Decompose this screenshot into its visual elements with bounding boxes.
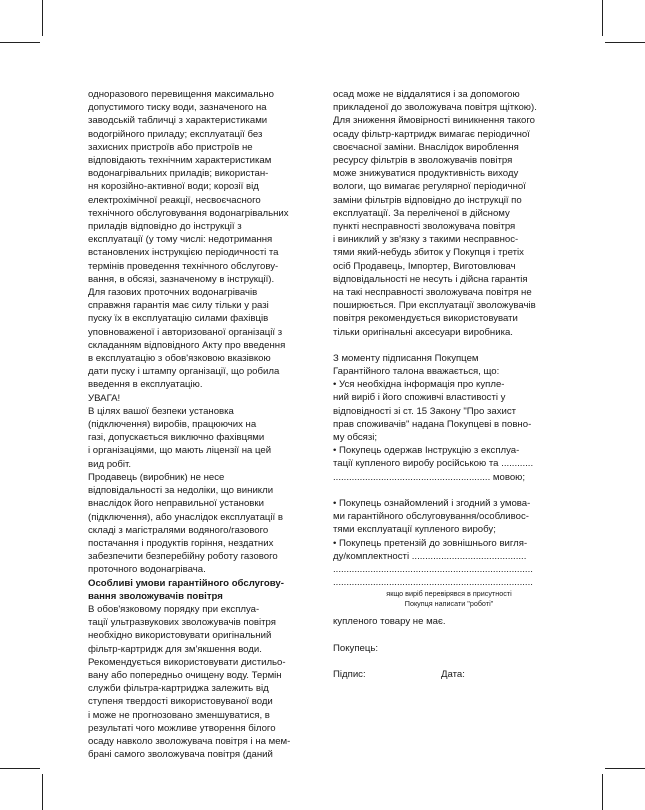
spacer xyxy=(333,629,565,642)
text-line: складі з магістралями водяного/газового xyxy=(88,524,269,536)
text-line: В обов'язковому порядку при експлуа- xyxy=(88,603,260,615)
text-line: вання, в обсязі, зазначеному в інструкції). xyxy=(88,273,275,285)
heading-line: Особливі умови гарантійного обслугову- xyxy=(88,577,284,589)
filter-paragraph xyxy=(333,88,565,339)
text-line: прикладеної до зволожувача повітря щіткою). xyxy=(333,102,537,114)
text-line: В цілях вашої безпеки установка xyxy=(88,405,234,417)
section-heading xyxy=(88,577,318,603)
text-line: забезпечити безперебійну роботу газового xyxy=(88,551,278,563)
text-line: електрохімічної реакції, несвоєчасного xyxy=(88,194,261,206)
crop-mark-top-left-h xyxy=(0,42,40,43)
no-claims-text: купленого товару не має. xyxy=(333,616,446,628)
list-line: відповідності зі ст. 15 Закону "Про захист xyxy=(333,405,517,417)
text-line: заміни фільтрів відповідно до інструкції по xyxy=(333,194,522,206)
text-line: заводській табличці з характеристиками xyxy=(88,115,268,127)
crop-mark-bottom-left-v xyxy=(42,774,43,810)
text-line: водогрійного приладу; експлуатації без xyxy=(88,128,263,140)
list-line: тями експлуатації купленого виробу; xyxy=(333,524,496,536)
list-line: • Покупець претензій до зовнішнього вигля- xyxy=(333,537,528,549)
text-line: поширюється. При експлуатації зволожувачів xyxy=(333,300,536,312)
list-line: му обсязі; xyxy=(333,432,378,444)
text-line: приладів відповідно до інструкції з xyxy=(88,221,242,233)
text-line: осаду навколо зволожувача повітря і на мем- xyxy=(88,735,291,747)
text-line: вид робіт. xyxy=(88,458,132,470)
fill-in-line: ........................................................................... xyxy=(333,563,533,575)
list-line: тації купленого виробу російською та ............ xyxy=(333,458,534,470)
text-line: в експлуатацію з обов'язковою вказівкою xyxy=(88,353,271,365)
text-line: Для зниження ймовірності виникнення такого xyxy=(333,115,535,127)
text-line: Для газових проточних водонагрівачів xyxy=(88,287,258,299)
text-line: допустимого тиску води, зазначеного на xyxy=(88,102,267,114)
text-line: і може не прогнозовано зменшуватися, в xyxy=(88,709,270,721)
spacer xyxy=(333,484,565,497)
crop-mark-top-right-h xyxy=(605,42,645,43)
signature-row xyxy=(333,668,565,681)
text-line: фільтр-картридж для зм'якшення води. xyxy=(88,643,262,655)
text-line: встановлених інструкцією періодичності та xyxy=(88,247,279,259)
text-line: осаду фільтр-картридж вимагає періодичної xyxy=(333,128,530,140)
crop-mark-top-left-v xyxy=(42,0,43,36)
attention-title: УВАГА! xyxy=(88,392,121,404)
fill-in-line: ........................................................... мовою; xyxy=(333,471,526,483)
text-line: осіб Продавець, Імпортер, Виготовлювач xyxy=(333,260,516,272)
text-line: тільки оригінальні аксесуари виробника. xyxy=(333,326,513,338)
text-line: тями який-небудь збиток у Покупця і третіх xyxy=(333,247,524,259)
gas-heater-paragraph xyxy=(88,286,318,392)
text-line: (підключення) виробів, працюючих на xyxy=(88,419,257,431)
text-line: вологи, що вимагає регулярної періодичної xyxy=(333,181,526,193)
text-line: може знижуватися продуктивність виходу xyxy=(333,168,519,180)
text-line: проточного водонагрівача. xyxy=(88,564,206,576)
text-line: брані самого зволожувача повітря (даний xyxy=(88,749,273,761)
conditions-list-1 xyxy=(333,378,565,484)
text-line: і організаціями, що мають ліцензії на цей xyxy=(88,445,272,457)
text-line: (підключення), або унаслідок експлуатації в xyxy=(88,511,283,523)
humidifier-paragraph xyxy=(88,603,318,761)
list-line: • Покупець одержав Інструкцію з експлуа- xyxy=(333,445,520,457)
text-line: осад може не віддалятися і за допомогою xyxy=(333,89,520,100)
text-line: постачання і продуктів горіння, нездатних xyxy=(88,537,274,549)
crop-mark-bottom-right-h xyxy=(605,768,645,769)
text-line: результаті чого можливе утворення білого xyxy=(88,722,276,734)
signing-intro-paragraph xyxy=(333,352,565,378)
text-line: і виниклий у зв'язку з такими несправнос- xyxy=(333,234,519,246)
footnote-line: Покупця написати "роботі" xyxy=(404,599,494,609)
spacer xyxy=(333,655,565,668)
text-line: служби фільтра-картриджа залежить від xyxy=(88,683,269,695)
text-line: Рекомендується використовувати дистильо- xyxy=(88,656,286,668)
text-line: на такі несправності зволожувача повітря не xyxy=(333,287,532,299)
text-line: дати пуску і штампу організації, що робила xyxy=(88,366,280,378)
buyer-label: Покупець: xyxy=(333,642,379,654)
right-column xyxy=(333,88,565,681)
text-line: пуску їх в експлуатацію силами фахівців xyxy=(88,313,269,325)
text-line: експлуатації (у тому числі: недотримання xyxy=(88,234,273,246)
text-line: водонагрівальних приладів; використан- xyxy=(88,168,269,180)
heading-line: вання зволожувачів повітря xyxy=(88,590,223,602)
text-line: складанням відповідного Акту про введення xyxy=(88,339,286,351)
text-line: одноразового перевищення максимально xyxy=(88,89,274,100)
warranty-exclusions-paragraph xyxy=(88,88,318,286)
text-line: Гарантійного талона вважається, що: xyxy=(333,366,500,378)
list-line: ми гарантійного обслуговування/особливос- xyxy=(333,511,529,523)
crop-mark-bottom-right-v xyxy=(602,774,603,810)
seller-liability-paragraph xyxy=(88,471,318,577)
list-line: ний виріб і його споживчі властивості у xyxy=(333,392,506,404)
footnote xyxy=(333,589,565,609)
text-line: справжня гарантія має силу тільки у разі xyxy=(88,300,269,312)
list-line: прав споживачів" надана Покупцеві в повно- xyxy=(333,418,532,430)
crop-mark-top-right-v xyxy=(602,0,603,36)
footnote-line: якщо виріб перевірявся в присутності xyxy=(386,589,512,599)
date-label: Дата: xyxy=(441,668,465,680)
text-line: внаслідок його неправильної установки xyxy=(88,498,264,510)
left-column xyxy=(88,88,318,761)
spacer xyxy=(333,339,565,352)
fill-in-line: ........................................................................... xyxy=(333,577,533,589)
text-line: своєчасної заміни. Внаслідок вироблення xyxy=(333,141,519,153)
signature-label: Підпис: xyxy=(333,668,366,680)
text-line: захисних пристроїв або пристроїв не xyxy=(88,141,253,153)
text-line: газі, допускається виключно фахівцями xyxy=(88,432,265,444)
list-line: • Покупець ознайомлений і згодний з умова- xyxy=(333,497,531,509)
text-line: відповідальності не несуть і дійсна гарантія xyxy=(333,273,528,285)
text-line: пункті несправності зволожувача повітря xyxy=(333,221,516,233)
text-line: ступеня твердості використовуваної води xyxy=(88,696,273,708)
text-line: тації ультразвукових зволожувачів повітря xyxy=(88,617,276,629)
text-line: технічного обслуговування водонагрівальних xyxy=(88,207,289,219)
text-line: необхідно використовувати оригінальний xyxy=(88,630,272,642)
attention-block xyxy=(88,392,318,471)
crop-mark-bottom-left-h xyxy=(0,768,40,769)
text-line: вану або попередньо очищену воду. Термін xyxy=(88,669,282,681)
text-line: З моменту підписання Покупцем xyxy=(333,352,479,364)
text-line: відповідають технічним характеристикам xyxy=(88,155,272,167)
text-line: відповідальності за недоліки, що виникли xyxy=(88,485,274,497)
text-line: ресурсу фільтрів в зволожувачів повітря xyxy=(333,155,513,167)
text-line: введення в експлуатацію. xyxy=(88,379,203,391)
text-line: повітря рекомендується використовувати xyxy=(333,313,518,325)
text-line: Продавець (виробник) не несе xyxy=(88,471,225,483)
text-line: уповноваженої і авторизованої організації з xyxy=(88,326,283,338)
list-line: • Уся необхідна інформація про купле- xyxy=(333,379,505,391)
text-line: експлуатації. За переліченої в дійсному xyxy=(333,207,510,219)
conditions-list-2 xyxy=(333,497,565,589)
text-line: ня корозійно-активної води; корозії від xyxy=(88,181,259,193)
fill-in-line: ду/комплектності ........................................... xyxy=(333,550,527,562)
text-line: термінів проведення технічного обслугову- xyxy=(88,260,279,272)
